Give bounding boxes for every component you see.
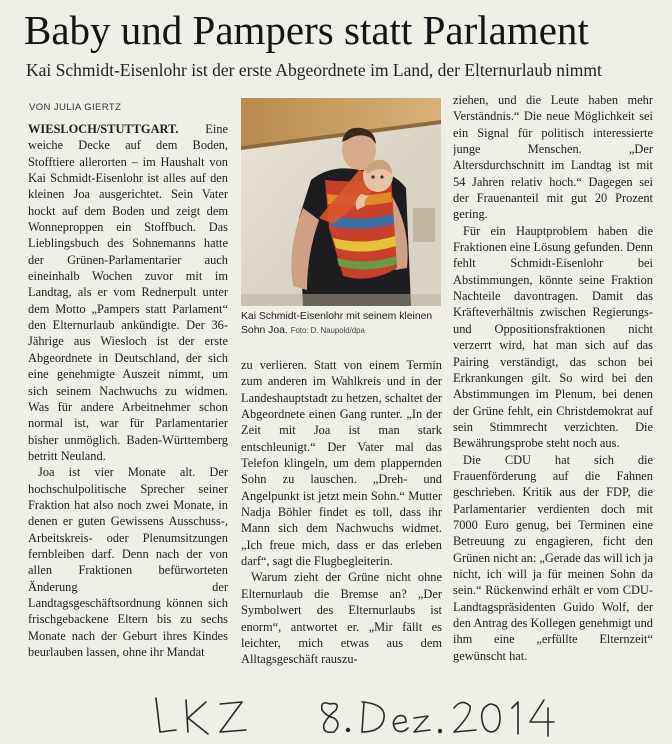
caption-text: Kai Schmidt-Eisenlohr mit seinem kleinen Sohn Joa. <box>241 311 433 336</box>
handwriting-drawing <box>150 694 570 740</box>
byline: VON JULIA GIERTZ <box>29 102 122 113</box>
paragraph: Die CDU hat sich die Frauenförderung auf die Fahnen geschrieben. Kritik aus der FDP, die Parlamentarier verdienten doch mit 7000 Euro genug, bei Terminen eine Betreuung zu engagieren, ficht den Grünen nicht an: „Gerade das will ich ja nicht, ich will ja für meinen Sohn da sein.“ Rückenwind erhält er vom CDU-Landtagspräsidenten Guido Wolf, der den Antrag des Kollegen genehmigt und ihm eine „erfüllte Elternzeit“ gewünscht hat. <box>453 452 653 663</box>
paragraph: zu verlieren. Statt von einem Termin zum anderen im Wahlkreis und in der Landeshauptstadt zu hetzen, schaltet der Abgeordnete einen Gang runter. „In der Zeit mit Joa ist man stark entschleunigt.“ Der Vater mal das Telefon klingeln, um dem plappernden Sohn zu lauschen. „Dreh- und Angelpunkt ist jetzt mein Sohn.“ Mutter Nadja Böhler findet es toll, dass ihr Mann sich dem Nachwuchs widmet. „Ich freue mich, dass er das erleben darf“, sagt die Flugbegleiterin. <box>241 358 442 569</box>
article-column-3 <box>453 92 653 697</box>
photo-credit: Foto: D. Naupold/dpa <box>290 326 365 335</box>
paragraph: Warum zieht der Grüne nicht ohne Elternurlaub die Bremse an? „Der Symbolwert des Elternurlaubs ist enorm“, antwortet er. „Mir fällt es leichter, mich etwas aus dem Alltagsgeschäft rauszu- <box>241 570 442 667</box>
photo-caption <box>241 310 446 338</box>
paragraph: Für ein Hauptproblem haben die Fraktionen eine Lösung gefunden. Denn fehlt Schmidt-Eisenlohr bei Abstimmungen, könnte seine Fraktion Nachteile davontragen. Damit das Kräfteverhältnis zwischen Regierungs- und Oppositionsfraktionen nicht verzerrt wird, hat man sich auf das Pairing verständigt, das schon bei Erkrankungen gilt. So wird bei den Abstimmungen im Plenum, bei denen der Grüne fehlt, ein Christdemokrat auf sein Stimmrecht verzichten. Die Bewährungsprobe steht noch aus. <box>453 223 653 451</box>
headline: Baby und Pampers statt Parlament <box>24 7 589 53</box>
paragraph <box>28 121 228 464</box>
paragraph: Joa ist vier Monate alt. Der hochschulpolitische Sprecher seiner Fraktion hat also noch zwei Monate, in denen er guten Gewissens Ausschuss-, Arbeitskreis- oder Plenumsitzungen fernbleiben darf. Denn nach der von allen Fraktionen befürworteten Änderung der Landtagsgeschäftsordnung können sich frischgebackene Eltern bis zu sechs Monate nach der Geburt ihres Kindes beurlauben lassen, ohne ihr Mandat <box>28 465 228 659</box>
dateline: WIESLOCH/STUTTGART. <box>28 122 179 136</box>
article-photo <box>241 98 441 306</box>
paragraph-text: Eine weiche Decke auf dem Boden, Stofftiere allerorten – im Haushalt von Kai Schmidt-Eisenlohr ist alles auf den kleinen Joa ausgerichtet. Sein Vater hockt auf dem Boden und zeigt dem Wonneproppen ein Stoffbuch. Das Lieblingsbuch des Sohnemanns hatte der Grünen-Parlamentarier auch eineinhalb Wochen zuvor mit im Landtag, als er vom Rednerpult unter dem Motto „Pampers statt Parlament“ den Elternurlaub ankündigte. Der 36-Jährige aus Wiesloch ist der erste Abgeordnete in Deutschland, der sich eine genehmigte Auszeit nimmt, um sich seinem Nachwuchs zu widmen. Was für andere Arbeitnehmer schon normal ist, war für Parlamentarier bisher unmöglich. Baden-Württemberg betritt Neuland. <box>28 122 228 463</box>
handwritten-date-note <box>150 694 570 740</box>
article-column-1 <box>28 121 228 696</box>
article-column-2 <box>241 357 442 697</box>
photo-image <box>241 98 441 306</box>
subheadline: Kai Schmidt-Eisenlohr ist der erste Abgeordnete im Land, der Elternurlaub nimmt <box>26 60 602 80</box>
paragraph: ziehen, und die Leute haben mehr Verständnis.“ Die neue Möglichkeit sei ein Signal für politisch interessierte junge Menschen. „Der Altersdurchschnitt im Landtag ist mit 54 Jahren relativ hoch.“ Dagegen sei der Frauenanteil mit gut 20 Prozent gering. <box>453 93 653 222</box>
